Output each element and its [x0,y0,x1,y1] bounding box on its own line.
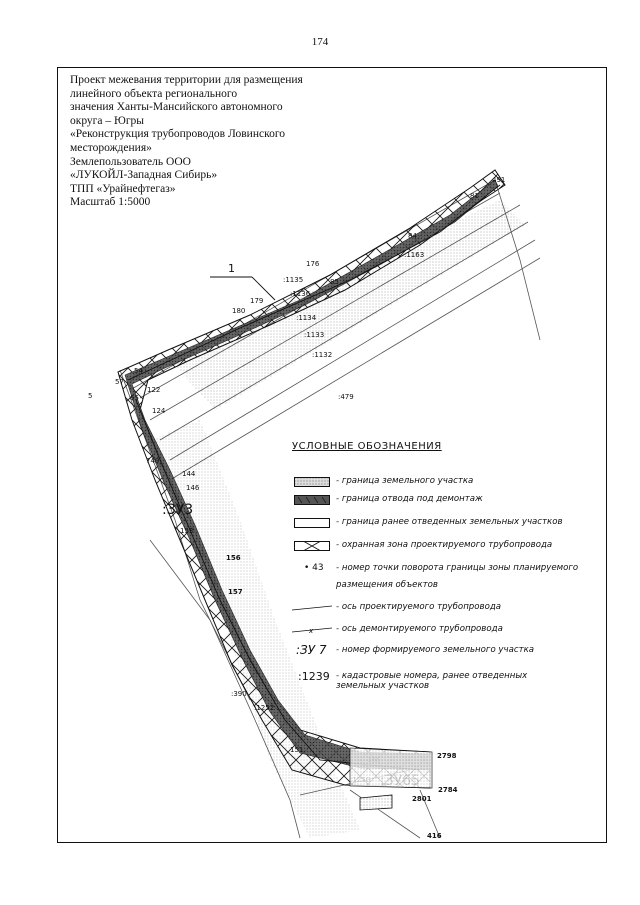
title-line: Масштаб 1:5000 [70,196,151,209]
legend-item [292,602,501,614]
point-label: 2784 [438,786,458,794]
legend-item [292,494,483,506]
cadastral-label: :1134 [296,314,317,322]
cadastral-label: :479 [338,393,354,401]
point-label: 5 [88,392,93,400]
point-label: 65 [130,394,139,402]
point-label: 156 [226,554,241,562]
point-label: 491 [492,176,506,184]
point-label: 122 [147,386,161,394]
title-line: «ЛУКОЙЛ-Западная Сибирь» [70,169,218,182]
zu-label-icon: :ЗУ 7 [296,643,327,657]
point-label: 157 [228,588,243,596]
point-label: 85 [330,278,339,286]
zu-label: :ЗУ3 [162,502,194,518]
title-line: месторождения» [70,141,152,154]
legend-text: - ось проектируемого трубопровода [336,602,502,612]
legend-text: - граница отвода под демонтаж [336,494,483,504]
cadastral-label: :1252 [254,704,275,712]
callout [210,277,275,300]
point-label: 416 [427,832,442,840]
point-label: 54 [134,367,143,375]
title-line: значения Ханты-Мансийского автономного [70,101,283,114]
legend-text: - номер формируемого земельного участка [336,645,535,655]
title-line: «Реконструкция трубопроводов Ловинского [70,128,286,141]
x-line-icon [292,624,336,636]
point-label: 153 [180,527,194,535]
point-label: 144 [182,470,196,478]
title-line: округа – Югры [70,114,145,127]
legend-item [292,563,578,590]
title-line: Землепользователь ООО [70,155,191,168]
point-label: 151 [290,746,304,754]
legend-text: - кадастровые номера, ранее отведенных земельных участков [336,671,528,691]
cadastral-label: :1135 [283,276,304,284]
legend-text: - граница ранее отведенных земельных участков [336,517,563,527]
cadastral-label: :1163 [404,251,425,259]
legend-text: - охранная зона проектируемого трубопровода [336,540,553,550]
title-line: ТПП «Урайнефтегаз» [70,182,176,195]
blank-box-icon [292,517,336,529]
legend-text: - номер точки поворота границы зоны планируемого размещения объектов [336,563,579,590]
dotted-box-icon [292,476,336,488]
point-label: 740 [146,457,160,465]
legend-item [292,476,473,488]
point-label: 57 [115,378,124,386]
legend-text: - ось демонтируемого трубопровода [336,624,503,634]
point-label: 2798 [437,752,457,760]
point-label: 146 [186,484,200,492]
legend-title: УСЛОВНЫЕ ОБОЗНАЧЕНИЯ [292,441,442,452]
point-label: 124 [152,407,166,415]
hatch-box-icon [292,540,336,552]
dark-box-icon [292,494,336,506]
point-label: 84 [408,232,417,240]
callout-label: 1 [228,262,235,275]
legend-item [292,540,552,552]
legend-item [292,517,563,529]
legend-item [292,671,527,691]
point-label: 176 [306,260,320,268]
legend-item [292,624,503,636]
parcel-532 [360,795,392,810]
cadastral-label: :1132 [312,351,333,359]
point-label: 2801 [412,795,432,803]
svg-text:x: x [309,627,314,635]
cadastral-label: :390 [231,690,247,698]
page-number: 174 [311,36,329,48]
parcel-zu65 [350,748,432,788]
title-line: Проект межевания территории для размещения [70,74,303,86]
cadastral-label-icon: :1239 [298,670,330,683]
cadastral-label: :1133 [304,331,325,339]
cadastral-label: :1136 [290,290,311,298]
point-label: 179 [250,297,264,305]
legend-item [292,645,534,657]
point-label: 180 [232,307,246,315]
legend-text: - граница земельного участка [336,476,474,486]
point-label: 81 [470,192,479,200]
title-line: линейного объекта регионального [70,87,238,100]
line-icon [292,602,336,614]
point-icon: • 43 [304,563,324,573]
